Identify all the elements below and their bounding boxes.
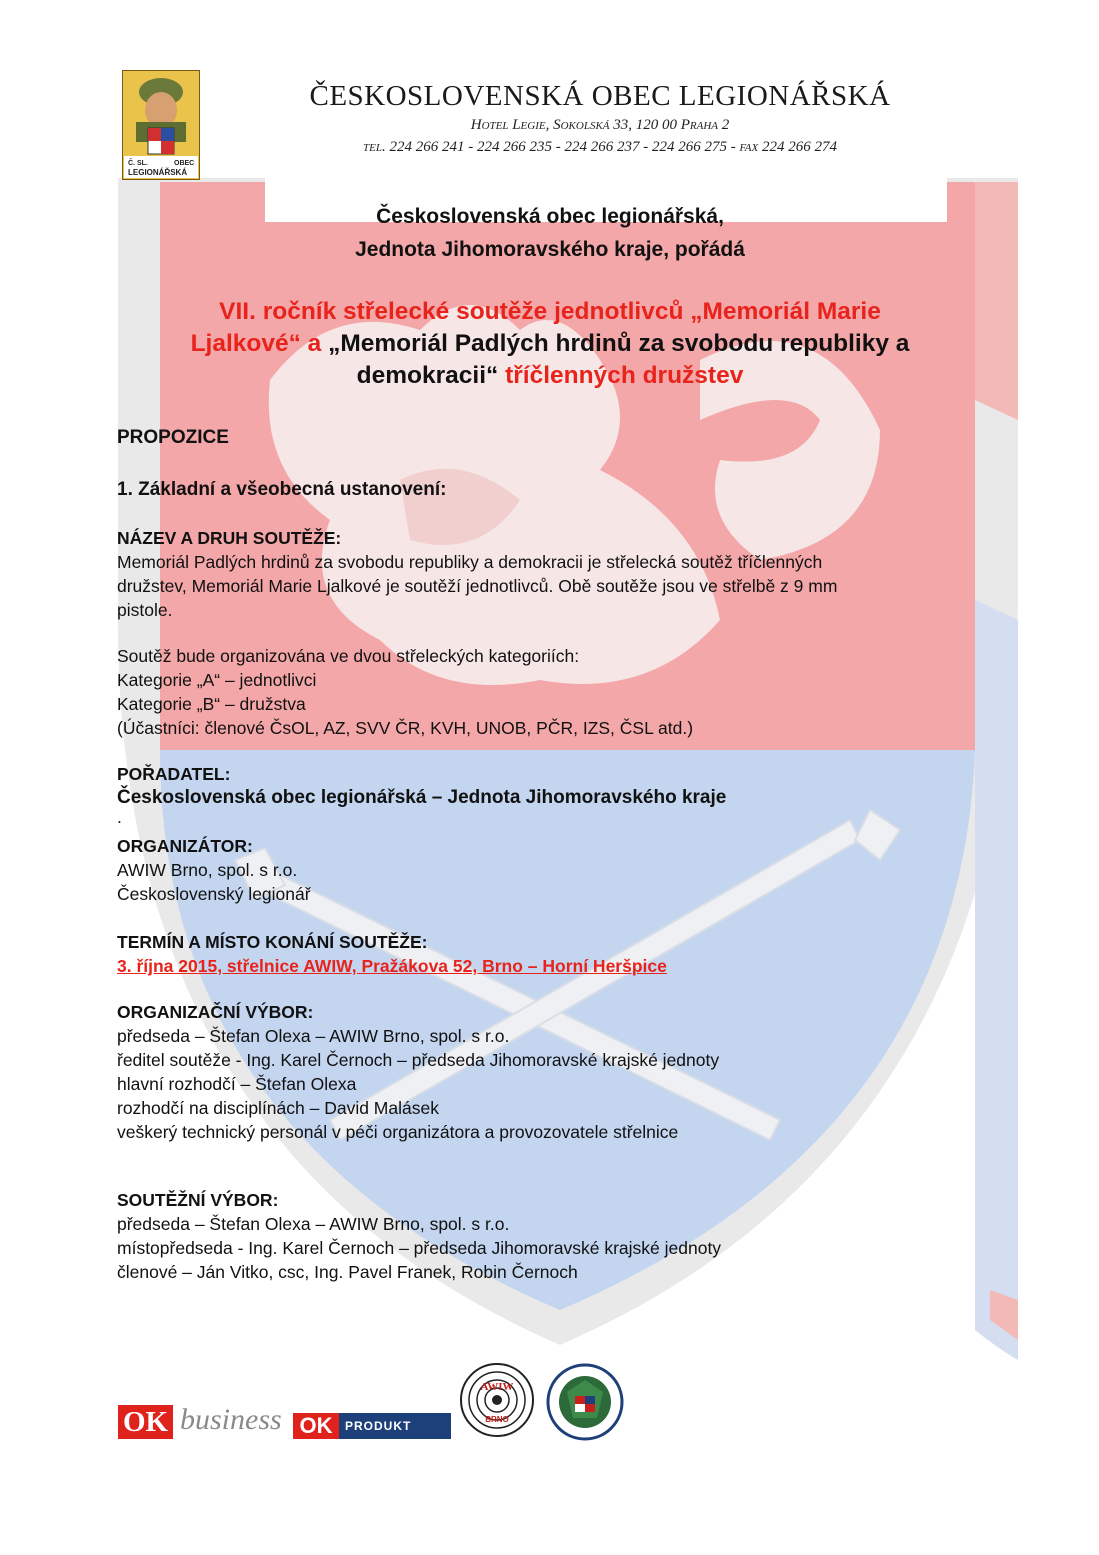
kategorie-line: (Účastníci: členové ČsOL, AZ, SVV ČR, KVH, UNOB, PČR, IZS, ČSL atd.) [117,718,694,738]
org-vybor-heading: ORGANIZAČNÍ VÝBOR: [117,1002,314,1022]
okprodukt-ok: OK [293,1413,339,1439]
ok-business-logo-text: business [180,1403,282,1436]
ceskoslovensky-legionar-logo [545,1362,625,1442]
event-title [100,296,1000,392]
sout-vybor-heading: SOUTĚŽNÍ VÝBOR: [117,1190,279,1210]
intro-line-1: Československá obec legionářská, [376,205,724,228]
kategorie-section [117,644,693,740]
termin-section [117,930,667,978]
organization-address: Hotel Legie, Sokolská 33, 120 00 Praha 2 [470,117,730,133]
title-part-3: „Memoriál Padlých hrdinů za svobodu republiky a [321,330,910,357]
org-vybor-line: rozhodčí na disciplínách – David Malásek [117,1098,439,1118]
logo-text-csl: Č. SL. [128,160,148,167]
nazev-line: Memoriál Padlých hrdinů za svobodu republiky a demokracii je střelecká soutěž tříčlenných [117,552,823,572]
awiw-brno-text: BRNO [485,1415,509,1424]
organization-name: ČESKOSLOVENSKÁ OBEC LEGIONÁŘSKÁ [309,80,891,112]
org-vybor-line: hlavní rozhodčí – Štefan Olexa [117,1074,357,1094]
sout-vybor-line: místopředseda - Ing. Karel Černoch – předseda Jihomoravské krajské jednoty [117,1238,722,1258]
poradatel-value: Československá obec legionářská – Jednota Jihomoravského kraje [117,787,727,808]
title-part-2: Ljalkové“ a [190,330,322,357]
organizator-section [117,834,311,906]
awiw-text: AWIW [480,1381,514,1393]
sout-vybor-section [117,1188,721,1284]
org-vybor-section [117,1000,719,1144]
organizator-line: Československý legionář [117,884,311,904]
org-vybor-line: veškerý technický personál v péči organizátora a provozovatele střelnice [117,1122,679,1142]
okprodukt-logo [293,1413,451,1439]
title-part-5: tříčlenných družstev [498,362,744,389]
termin-heading: TERMÍN A MÍSTO KONÁNÍ SOUTĚŽE: [117,932,428,952]
kategorie-line: Soutěž bude organizována ve dvou střeleckých kategoriích: [117,646,580,666]
section-1-heading: 1. Základní a všeobecná ustanovení: [117,479,447,500]
nazev-line: družstev, Memoriál Marie Ljalkové je soutěží jednotlivců. Obě soutěže jsou ve střelbě z 9 mm [117,576,838,596]
nazev-heading: NÁZEV A DRUH SOUTĚŽE: [117,528,342,548]
awiw-target-logo [457,1360,537,1440]
organization-phones: tel. 224 266 241 - 224 266 235 - 224 266 237 - 224 266 275 - fax 224 266 274 [363,139,837,155]
propozice-heading: PROPOZICE [117,427,229,448]
poradatel-dot: . [117,807,122,827]
logo-text-legionarska: LEGIONÁŘSKÁ [128,168,188,177]
poradatel-heading: POŘADATEL: [117,764,231,784]
kategorie-line: Kategorie „B“ – družstva [117,694,306,714]
logo-text-obec: OBEC [174,160,195,167]
okprodukt-text: PRODUKT [345,1419,412,1433]
nazev-line: pistole. [117,600,173,620]
termin-value-link[interactable]: 3. října 2015, střelnice AWIW, Pražákova 52, Brno – Horní Heršpice [117,956,667,976]
ok-business-logo-box: OK [118,1405,173,1439]
kategorie-line: Kategorie „A“ – jednotlivci [117,670,317,690]
title-part-4: demokracii“ [356,362,499,389]
legion-soldier-logo [122,70,200,180]
organizator-line: AWIW Brno, spol. s r.o. [117,860,298,880]
intro-line-2: Jednota Jihomoravského kraje, pořádá [355,238,745,261]
organizator-heading: ORGANIZÁTOR: [117,836,253,856]
org-vybor-line: ředitel soutěže - Ing. Karel Černoch – předseda Jihomoravské krajské jednoty [117,1050,720,1070]
org-vybor-line: předseda – Štefan Olexa – AWIW Brno, spol. s r.o. [117,1026,510,1046]
nazev-section [117,526,837,622]
sout-vybor-line: členové – Ján Vitko, csc, Ing. Pavel Franek, Robin Černoch [117,1262,578,1282]
title-part-1: VII. ročník střelecké soutěže jednotlivců „Memoriál Marie [219,298,881,325]
sout-vybor-line: předseda – Štefan Olexa – AWIW Brno, spol. s r.o. [117,1214,510,1234]
poradatel-section [117,762,727,827]
